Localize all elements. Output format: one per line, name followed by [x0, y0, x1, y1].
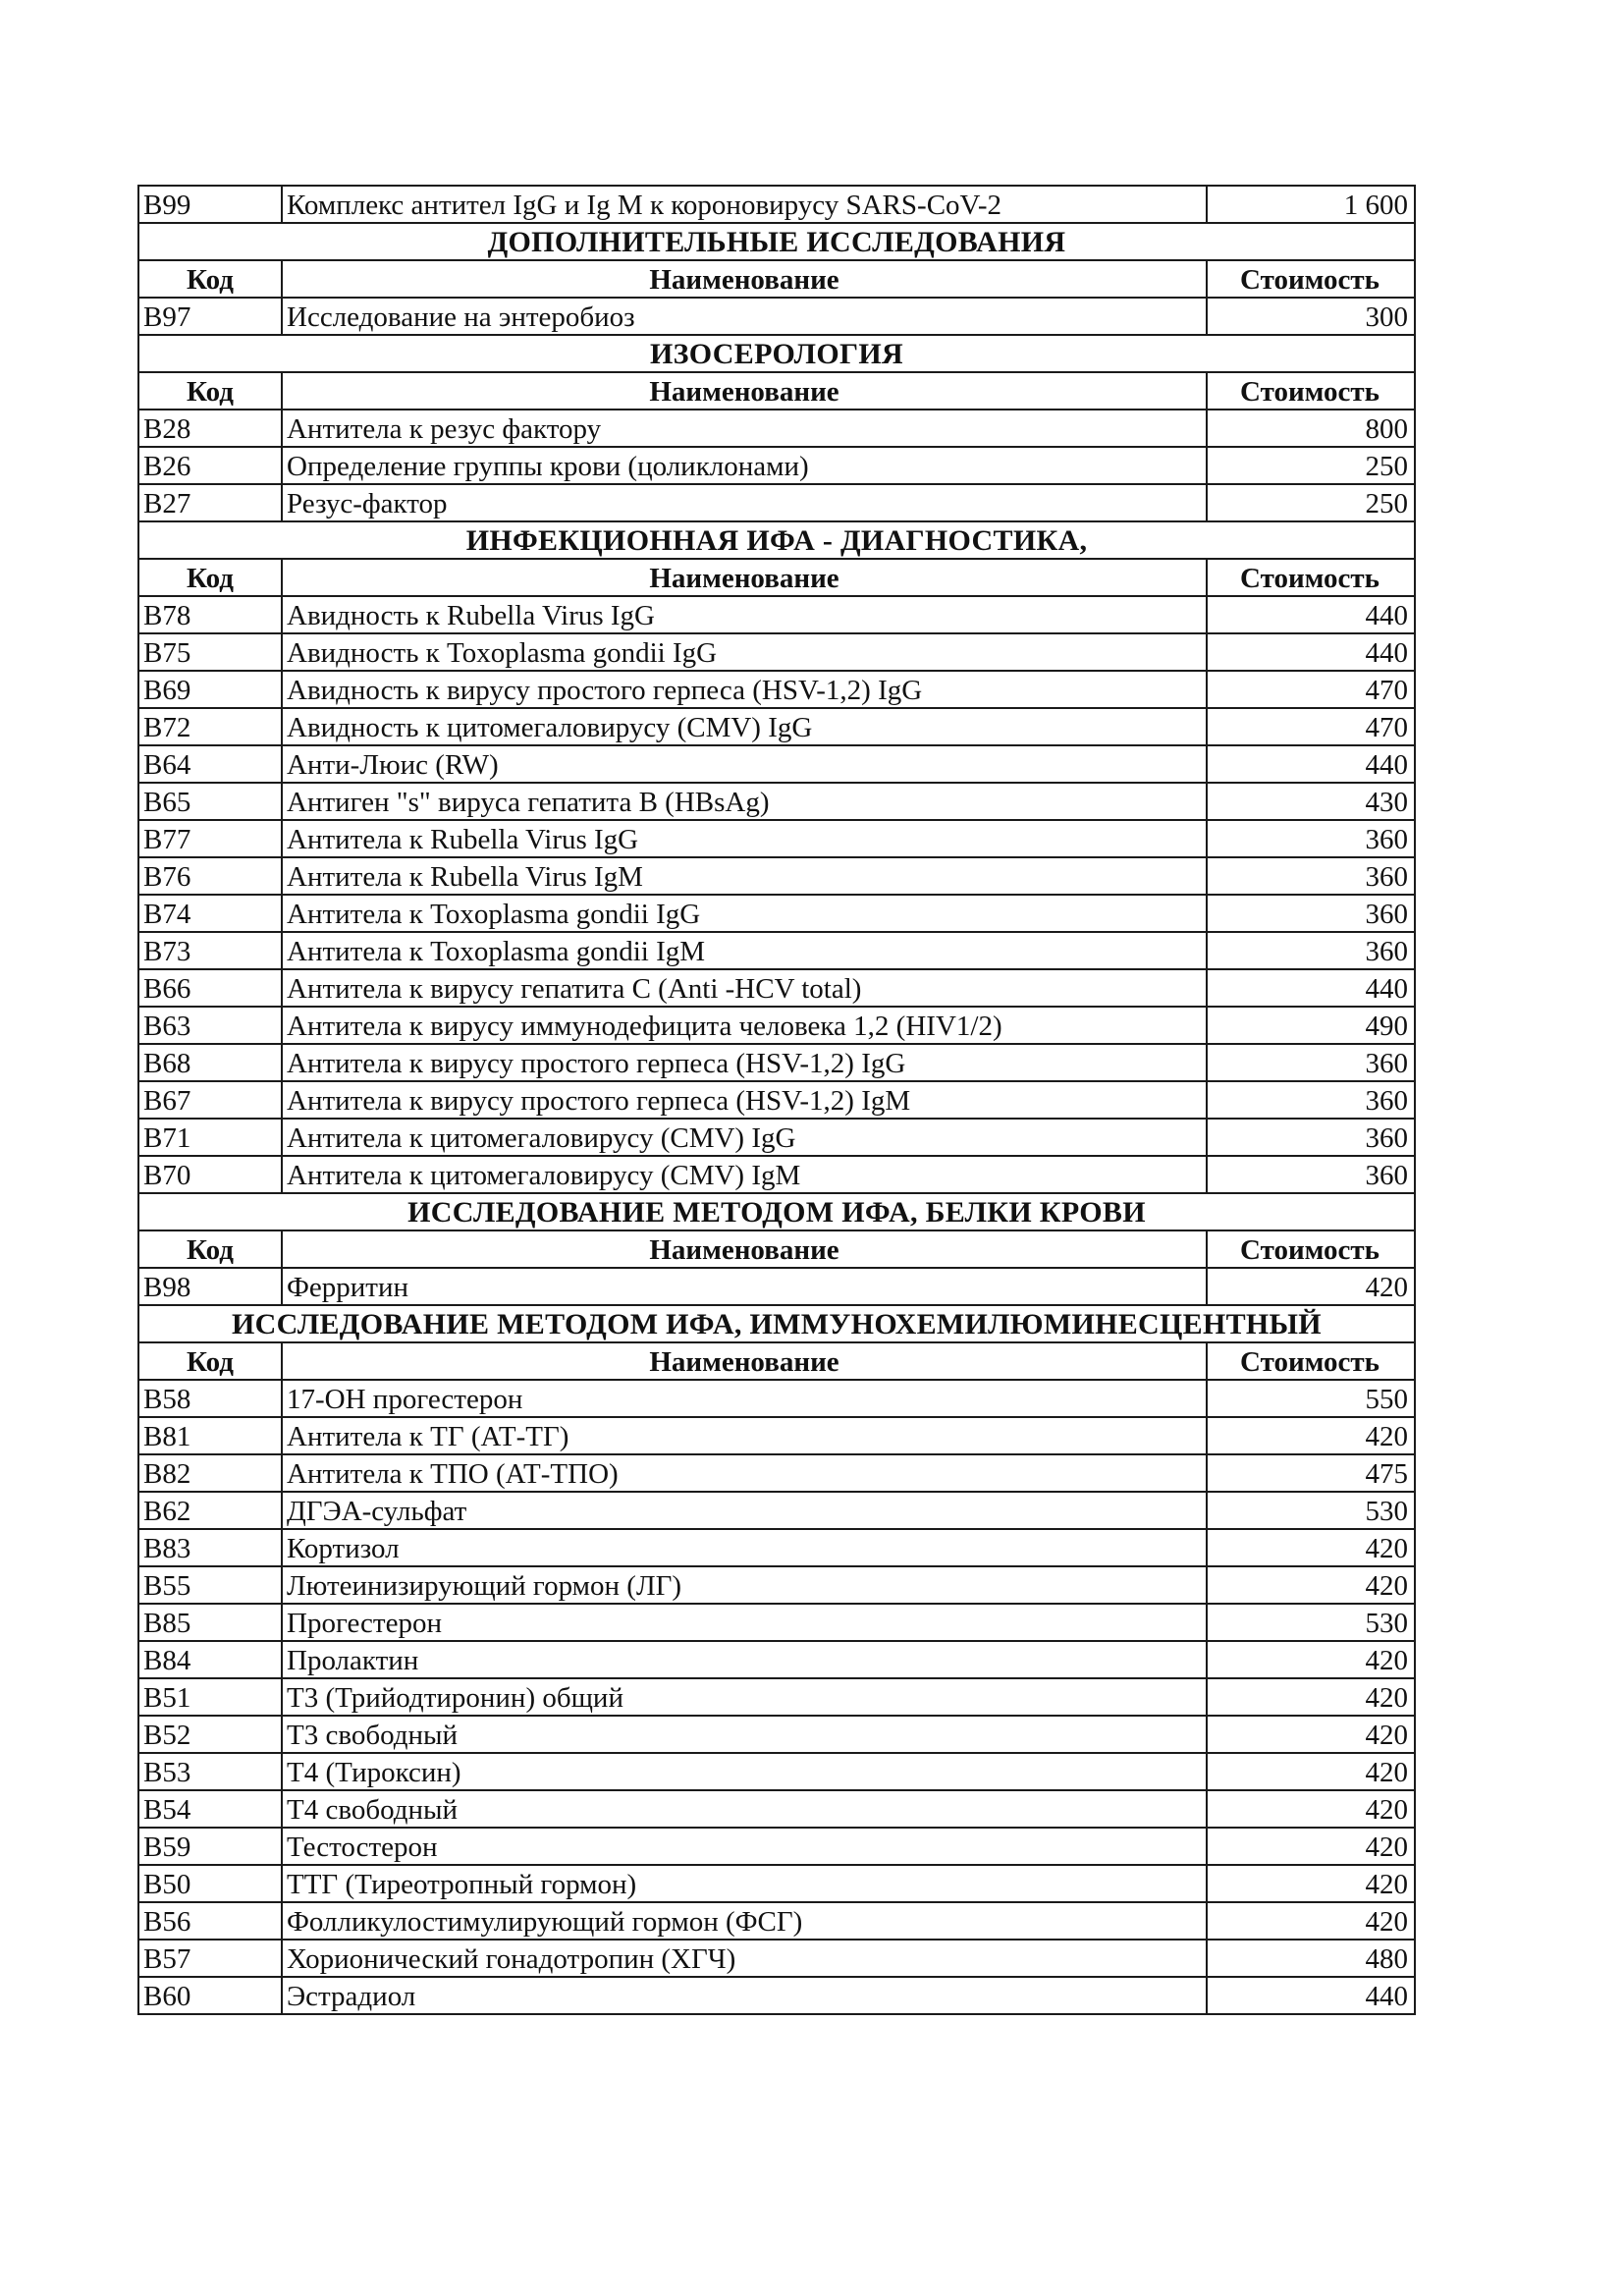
section-title: ИНФЕКЦИОННАЯ ИФА - ДИАГНОСТИКА,	[138, 521, 1415, 559]
code-cell: B54	[138, 1790, 282, 1828]
table-row	[138, 1641, 1415, 1678]
column-header-name: Наименование	[282, 260, 1207, 298]
code-cell: B28	[138, 410, 282, 447]
column-header-price: Стоимость	[1207, 372, 1415, 410]
code-cell: B53	[138, 1753, 282, 1790]
code-cell: B68	[138, 1044, 282, 1081]
table-row	[138, 596, 1415, 633]
code-cell: B59	[138, 1828, 282, 1865]
table-row	[138, 1417, 1415, 1454]
name-cell: Исследование на энтеробиоз	[282, 298, 1207, 335]
name-cell: Определение группы крови (цоликлонами)	[282, 447, 1207, 484]
name-cell: Антитела к Rubella Virus IgM	[282, 857, 1207, 895]
table-row	[138, 1119, 1415, 1156]
column-header-price: Стоимость	[1207, 559, 1415, 596]
section-title: ИССЛЕДОВАНИЕ МЕТОДОМ ИФА, БЕЛКИ КРОВИ	[138, 1193, 1415, 1230]
section-title-row	[138, 521, 1415, 559]
price-cell: 360	[1207, 932, 1415, 969]
price-cell: 420	[1207, 1902, 1415, 1940]
table-row	[138, 1044, 1415, 1081]
column-header-name: Наименование	[282, 1342, 1207, 1380]
table-row	[138, 1156, 1415, 1193]
code-cell: B62	[138, 1492, 282, 1529]
name-cell: 17-ОН прогестерон	[282, 1380, 1207, 1417]
price-cell: 250	[1207, 447, 1415, 484]
code-cell: B73	[138, 932, 282, 969]
code-cell: B50	[138, 1865, 282, 1902]
table-row	[138, 1753, 1415, 1790]
code-cell: B76	[138, 857, 282, 895]
name-cell: Резус-фактор	[282, 484, 1207, 521]
price-cell: 360	[1207, 820, 1415, 857]
table-row	[138, 857, 1415, 895]
name-cell: Ферритин	[282, 1268, 1207, 1305]
code-cell: B58	[138, 1380, 282, 1417]
table-row	[138, 410, 1415, 447]
code-cell: B75	[138, 633, 282, 671]
table-row	[138, 1790, 1415, 1828]
name-cell: Тестостерон	[282, 1828, 1207, 1865]
name-cell: Антитела к Toxoplasma gondii IgM	[282, 932, 1207, 969]
table-row	[138, 1380, 1415, 1417]
section-title: ИССЛЕДОВАНИЕ МЕТОДОМ ИФА, ИММУНОХЕМИЛЮМИНЕСЦЕНТНЫЙ	[138, 1305, 1415, 1342]
price-cell: 420	[1207, 1417, 1415, 1454]
code-cell: B81	[138, 1417, 282, 1454]
price-cell: 550	[1207, 1380, 1415, 1417]
column-header-row	[138, 1342, 1415, 1380]
name-cell: Пролактин	[282, 1641, 1207, 1678]
price-cell: 440	[1207, 633, 1415, 671]
price-cell: 440	[1207, 596, 1415, 633]
name-cell: Комплекс антител IgG и Ig M к короновирусу SARS-CoV-2	[282, 186, 1207, 223]
price-cell: 470	[1207, 671, 1415, 708]
code-cell: B55	[138, 1566, 282, 1604]
price-cell: 420	[1207, 1790, 1415, 1828]
name-cell: Антитела к вирусу гепатита С (Anti -HCV total)	[282, 969, 1207, 1007]
name-cell: Лютеинизирующий гормон (ЛГ)	[282, 1566, 1207, 1604]
table-row	[138, 186, 1415, 223]
table-row	[138, 745, 1415, 783]
column-header-row	[138, 559, 1415, 596]
price-cell: 470	[1207, 708, 1415, 745]
column-header-row	[138, 1230, 1415, 1268]
code-cell: B72	[138, 708, 282, 745]
column-header-price: Стоимость	[1207, 1230, 1415, 1268]
table-row	[138, 633, 1415, 671]
name-cell: Антитела к Rubella Virus IgG	[282, 820, 1207, 857]
column-header-code: Код	[138, 372, 282, 410]
price-cell: 420	[1207, 1641, 1415, 1678]
price-cell: 475	[1207, 1454, 1415, 1492]
name-cell: Прогестерон	[282, 1604, 1207, 1641]
price-cell: 420	[1207, 1716, 1415, 1753]
table-row	[138, 1007, 1415, 1044]
section-title: ИЗОСЕРОЛОГИЯ	[138, 335, 1415, 372]
table-row	[138, 1940, 1415, 1977]
code-cell: B74	[138, 895, 282, 932]
price-cell: 530	[1207, 1492, 1415, 1529]
code-cell: B85	[138, 1604, 282, 1641]
name-cell: Хорионический гонадотропин (ХГЧ)	[282, 1940, 1207, 1977]
code-cell: B82	[138, 1454, 282, 1492]
table-row	[138, 1454, 1415, 1492]
price-cell: 440	[1207, 745, 1415, 783]
table-row	[138, 1529, 1415, 1566]
code-cell: B70	[138, 1156, 282, 1193]
code-cell: B98	[138, 1268, 282, 1305]
code-cell: B27	[138, 484, 282, 521]
column-header-code: Код	[138, 260, 282, 298]
price-cell: 490	[1207, 1007, 1415, 1044]
section-title-row	[138, 1305, 1415, 1342]
section-title-row	[138, 1193, 1415, 1230]
name-cell: Т3 (Трийодтиронин) общий	[282, 1678, 1207, 1716]
price-cell: 420	[1207, 1828, 1415, 1865]
price-cell: 420	[1207, 1566, 1415, 1604]
price-cell: 530	[1207, 1604, 1415, 1641]
code-cell: B66	[138, 969, 282, 1007]
table-row	[138, 1604, 1415, 1641]
column-header-code: Код	[138, 1230, 282, 1268]
column-header-name: Наименование	[282, 372, 1207, 410]
table-row	[138, 447, 1415, 484]
column-header-name: Наименование	[282, 1230, 1207, 1268]
code-cell: B52	[138, 1716, 282, 1753]
table-row	[138, 1716, 1415, 1753]
name-cell: Антитела к цитомегаловирусу (CMV) IgM	[282, 1156, 1207, 1193]
name-cell: Т4 (Тироксин)	[282, 1753, 1207, 1790]
code-cell: B71	[138, 1119, 282, 1156]
price-cell: 360	[1207, 1044, 1415, 1081]
price-cell: 420	[1207, 1529, 1415, 1566]
price-cell: 420	[1207, 1678, 1415, 1716]
name-cell: Антитела к Toxoplasma gondii IgG	[282, 895, 1207, 932]
table-row	[138, 932, 1415, 969]
name-cell: Антитела к вирусу простого герпеса (HSV-1,2) IgG	[282, 1044, 1207, 1081]
name-cell: Авидность к вирусу простого герпеса (HSV-1,2) IgG	[282, 671, 1207, 708]
table-row	[138, 1492, 1415, 1529]
column-header-name: Наименование	[282, 559, 1207, 596]
table-row	[138, 1268, 1415, 1305]
table-row	[138, 1828, 1415, 1865]
name-cell: Эстрадиол	[282, 1977, 1207, 2014]
name-cell: Антитела к вирусу иммунодефицита человека 1,2 (HIV1/2)	[282, 1007, 1207, 1044]
price-cell: 300	[1207, 298, 1415, 335]
code-cell: B26	[138, 447, 282, 484]
price-cell: 360	[1207, 857, 1415, 895]
price-cell: 430	[1207, 783, 1415, 820]
price-cell: 250	[1207, 484, 1415, 521]
price-cell: 420	[1207, 1268, 1415, 1305]
name-cell: Анти-Люис (RW)	[282, 745, 1207, 783]
price-cell: 800	[1207, 410, 1415, 447]
price-cell: 360	[1207, 1119, 1415, 1156]
table-row	[138, 895, 1415, 932]
table-row	[138, 1678, 1415, 1716]
price-cell: 440	[1207, 1977, 1415, 2014]
column-header-row	[138, 260, 1415, 298]
section-title: ДОПОЛНИТЕЛЬНЫЕ ИССЛЕДОВАНИЯ	[138, 223, 1415, 260]
name-cell: Т3 свободный	[282, 1716, 1207, 1753]
code-cell: B64	[138, 745, 282, 783]
name-cell: Авидность к Toxoplasma gondii IgG	[282, 633, 1207, 671]
table-row	[138, 484, 1415, 521]
name-cell: Антитела к ТПО (АТ-ТПО)	[282, 1454, 1207, 1492]
name-cell: Т4 свободный	[282, 1790, 1207, 1828]
table-row	[138, 1566, 1415, 1604]
price-cell: 440	[1207, 969, 1415, 1007]
code-cell: B65	[138, 783, 282, 820]
price-cell: 420	[1207, 1865, 1415, 1902]
column-header-price: Стоимость	[1207, 260, 1415, 298]
name-cell: ТТГ (Тиреотропный гормон)	[282, 1865, 1207, 1902]
price-list-table	[137, 185, 1416, 2015]
code-cell: B83	[138, 1529, 282, 1566]
name-cell: Антиген "s" вируса гепатита В (HBsAg)	[282, 783, 1207, 820]
column-header-code: Код	[138, 1342, 282, 1380]
name-cell: Антитела к цитомегаловирусу (CMV) IgG	[282, 1119, 1207, 1156]
code-cell: B63	[138, 1007, 282, 1044]
column-header-code: Код	[138, 559, 282, 596]
code-cell: B56	[138, 1902, 282, 1940]
price-cell: 480	[1207, 1940, 1415, 1977]
table-row	[138, 1977, 1415, 2014]
table-row	[138, 1865, 1415, 1902]
table-row	[138, 671, 1415, 708]
name-cell: Антитела к ТГ (АТ-ТГ)	[282, 1417, 1207, 1454]
code-cell: B78	[138, 596, 282, 633]
column-header-row	[138, 372, 1415, 410]
price-cell: 420	[1207, 1753, 1415, 1790]
code-cell: B84	[138, 1641, 282, 1678]
code-cell: B67	[138, 1081, 282, 1119]
table-row	[138, 820, 1415, 857]
table-row	[138, 969, 1415, 1007]
price-cell: 360	[1207, 895, 1415, 932]
name-cell: Авидность к Rubella Virus IgG	[282, 596, 1207, 633]
code-cell: B60	[138, 1977, 282, 2014]
code-cell: B51	[138, 1678, 282, 1716]
name-cell: Авидность к цитомегаловирусу (CMV) IgG	[282, 708, 1207, 745]
name-cell: ДГЭА-сульфат	[282, 1492, 1207, 1529]
section-title-row	[138, 335, 1415, 372]
section-title-row	[138, 223, 1415, 260]
table-row	[138, 1902, 1415, 1940]
column-header-price: Стоимость	[1207, 1342, 1415, 1380]
table-row	[138, 708, 1415, 745]
price-list-body	[138, 186, 1415, 2014]
code-cell: B57	[138, 1940, 282, 1977]
name-cell: Кортизол	[282, 1529, 1207, 1566]
table-row	[138, 783, 1415, 820]
name-cell: Фолликулостимулирующий гормон (ФСГ)	[282, 1902, 1207, 1940]
price-cell: 360	[1207, 1081, 1415, 1119]
name-cell: Антитела к резус фактору	[282, 410, 1207, 447]
table-row	[138, 298, 1415, 335]
code-cell: B99	[138, 186, 282, 223]
code-cell: B97	[138, 298, 282, 335]
name-cell: Антитела к вирусу простого герпеса (HSV-1,2) IgM	[282, 1081, 1207, 1119]
table-row	[138, 1081, 1415, 1119]
price-cell: 1 600	[1207, 186, 1415, 223]
code-cell: B77	[138, 820, 282, 857]
price-cell: 360	[1207, 1156, 1415, 1193]
code-cell: B69	[138, 671, 282, 708]
